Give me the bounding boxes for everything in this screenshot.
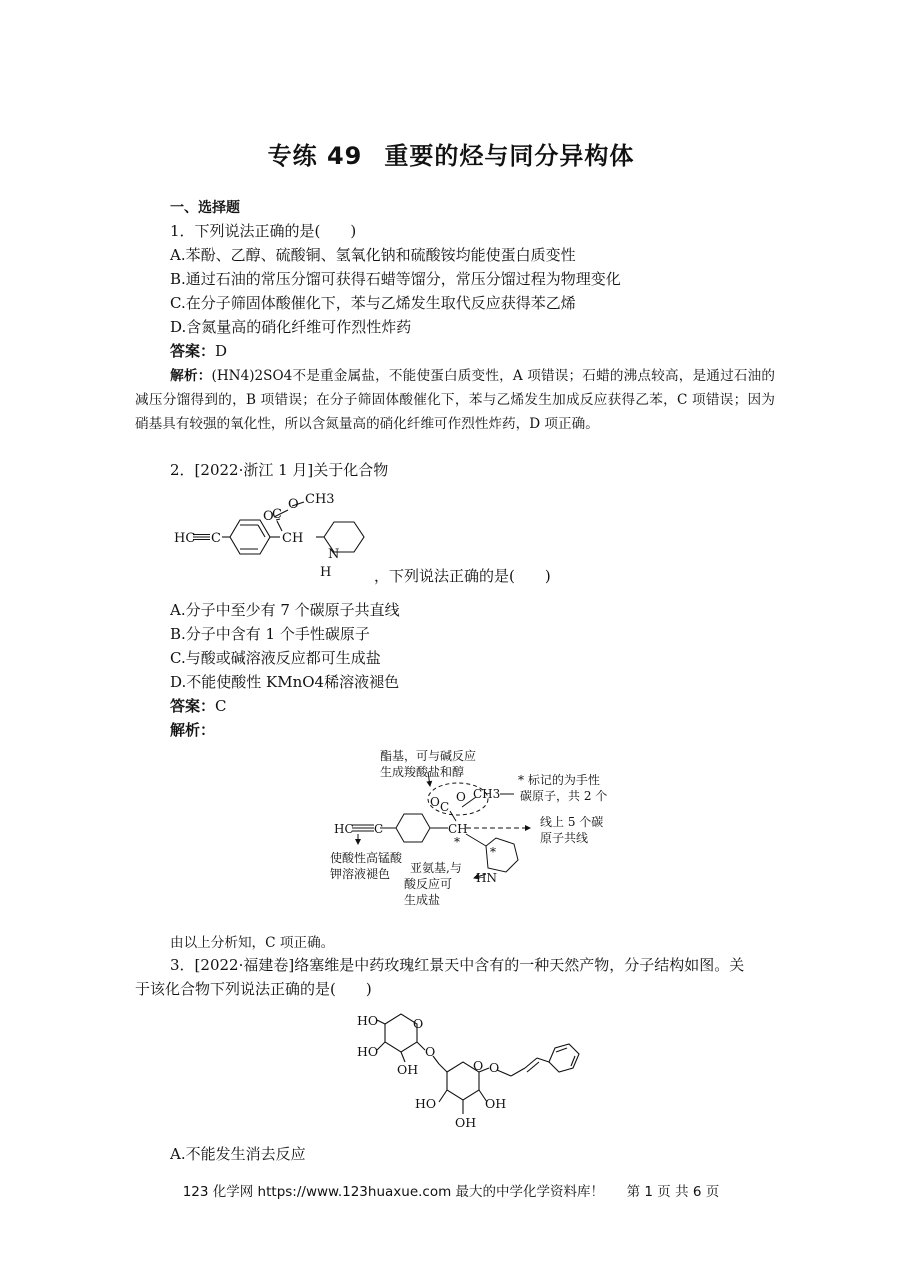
diag-c-ester: C bbox=[440, 800, 450, 814]
q3-structure bbox=[355, 1006, 595, 1134]
q2-analysis-diagram bbox=[330, 744, 650, 920]
q1-explanation bbox=[135, 364, 775, 436]
q2-c-ester: C bbox=[272, 507, 282, 522]
diag-ch: CH bbox=[448, 822, 468, 836]
q3-stem-text: 络塞维是中药玫瑰红景天中含有的一种天然产物，分子结构如图。关 bbox=[294, 956, 745, 974]
diag-hn: HN bbox=[476, 871, 497, 885]
q1-answer bbox=[170, 342, 227, 360]
q1-option-b: B.通过石油的常压分馏可获得石蜡等馏分，常压分馏过程为物理变化 bbox=[170, 270, 621, 288]
page-title bbox=[0, 136, 902, 171]
q1-answer-label: 答案： bbox=[170, 342, 216, 360]
q3-o-link2: O bbox=[489, 1060, 500, 1075]
q3-stem-2: 于该化合物下列说法正确的是( ) bbox=[135, 980, 372, 998]
diag-chiral-note-1: * 标记的为手性 bbox=[518, 773, 600, 787]
q2-option-c: C.与酸或碱溶液反应都可生成盐 bbox=[170, 649, 381, 667]
q3-source: [2022·福建卷] bbox=[194, 956, 295, 974]
footer-text: 123 化学网 https://www.123huaxue.com 最大的中学化学资料库！ bbox=[182, 1184, 605, 1200]
diag-amine-note-2: 酸反应可 bbox=[404, 877, 453, 891]
q2-structure bbox=[170, 486, 390, 582]
q2-h: H bbox=[320, 565, 332, 580]
q2-stem bbox=[170, 461, 388, 479]
q1-stem: 1．下列说法正确的是( ) bbox=[170, 222, 357, 240]
title-main: 专练 49 bbox=[267, 142, 363, 170]
q1-option-d: D.含氮量高的硝化纤维可作烈性炸药 bbox=[170, 318, 412, 336]
q2-answer bbox=[170, 697, 227, 715]
q2-option-d-pre: D.不能使酸性 bbox=[170, 673, 267, 691]
q3-ho-1: HO bbox=[357, 1013, 379, 1028]
q2-answer-value: C bbox=[215, 697, 227, 715]
title-sub: 重要的烃与同分异构体 bbox=[384, 142, 635, 170]
q2-ch3: CH3 bbox=[305, 492, 335, 507]
q2-option-b: B.分子中含有 1 个手性碳原子 bbox=[170, 625, 370, 643]
diag-star-ring: * bbox=[490, 845, 496, 859]
diag-amine-note-1: 亚氨基,与 bbox=[410, 861, 462, 875]
q2-expl-label: 解析： bbox=[170, 721, 216, 739]
q2-c-alkyne: C bbox=[211, 531, 221, 546]
diag-line-note-2: 原子共线 bbox=[540, 831, 589, 845]
diag-o-ester: O bbox=[456, 790, 466, 804]
diag-ch3: CH3 bbox=[473, 787, 501, 801]
diag-o-carbonyl: O bbox=[430, 795, 440, 809]
q3-o-ring2: O bbox=[473, 1058, 484, 1073]
q1-expl-label: 解析： bbox=[170, 368, 212, 384]
diag-amine-note-3: 生成盐 bbox=[404, 893, 441, 907]
q2-option-d bbox=[170, 673, 399, 691]
q3-number: 3． bbox=[170, 956, 195, 974]
diag-ester-note-1: 酯基，可与碱反应 bbox=[380, 749, 477, 763]
section-heading: 一、选择题 bbox=[170, 200, 240, 216]
diag-line-note-1: 线上 5 个碳 bbox=[540, 815, 604, 829]
diag-c: C bbox=[374, 822, 384, 836]
diag-star-ch: * bbox=[454, 835, 460, 849]
diag-ester-note-2: 生成羧酸盐和醇 bbox=[380, 765, 465, 779]
q3-oh-3: OH bbox=[485, 1096, 507, 1111]
q3-o-ring1: O bbox=[413, 1016, 424, 1031]
q3-option-a: A.不能发生消去反应 bbox=[170, 1145, 306, 1163]
q3-oh-1: OH bbox=[397, 1062, 419, 1077]
q2-answer-label: 答案： bbox=[170, 697, 216, 715]
page-footer bbox=[0, 1180, 902, 1200]
q1-option-c: C.在分子筛固体酸催化下，苯与乙烯发生取代反应获得苯乙烯 bbox=[170, 294, 576, 312]
q3-o-link1: O bbox=[425, 1044, 436, 1059]
q1-answer-value: D bbox=[215, 342, 228, 360]
q1-expl-formula: (HN4)2SO4 bbox=[211, 368, 293, 384]
q2-hc: HC bbox=[174, 531, 196, 546]
diag-kmno4-note-1: 使酸性高锰酸 bbox=[330, 851, 403, 865]
q3-oh-2: OH bbox=[455, 1115, 477, 1130]
q3-ho-3: HO bbox=[415, 1096, 437, 1111]
q2-stem-tail: 关于化合物 bbox=[313, 461, 389, 479]
q2-n: N bbox=[328, 547, 340, 562]
q2-option-d-formula: KMnO4 bbox=[266, 673, 325, 691]
q2-o-ester: O bbox=[288, 497, 299, 512]
q2-source: [2022·浙江 1 月] bbox=[194, 461, 314, 479]
q1-option-a: A.苯酚、乙醇、硫酸铜、氢氧化钠和硫酸铵均能使蛋白质变性 bbox=[170, 246, 576, 264]
q2-option-a: A.分子中至少有 7 个碳原子共直线 bbox=[170, 601, 400, 619]
diag-chiral-note-2: 碳原子，共 2 个 bbox=[520, 789, 608, 803]
diag-kmno4-note-2: 钾溶液褪色 bbox=[330, 867, 391, 881]
q2-option-d-post: 稀溶液褪色 bbox=[324, 673, 400, 691]
q2-question: ，下列说法正确的是( ) bbox=[374, 567, 551, 585]
q2-number: 2． bbox=[170, 461, 195, 479]
q3-ho-2: HO bbox=[357, 1044, 379, 1059]
q1-expl-text: 不是重金属盐，不能使蛋白质变性，A 项错误；石蜡的沸点较高，是通过石油的减压分馏得到的，B 项错误；在分子筛固体酸催化下，苯与乙烯发生加成反应获得乙苯，C 项错误；因为硝基具有较强的氧化性，所以含氮量高的硝化纤维可作烈性炸药，D 项正确。 bbox=[135, 368, 775, 432]
footer-page: 第 1 页 共 6 页 bbox=[626, 1184, 720, 1200]
diag-hc: HC bbox=[334, 822, 354, 836]
q2-ch: CH bbox=[282, 531, 304, 546]
q3-stem-1 bbox=[170, 956, 744, 974]
q2-conclusion: 由以上分析知，C 项正确。 bbox=[170, 935, 335, 951]
q2-o-carbonyl: O bbox=[263, 509, 274, 524]
